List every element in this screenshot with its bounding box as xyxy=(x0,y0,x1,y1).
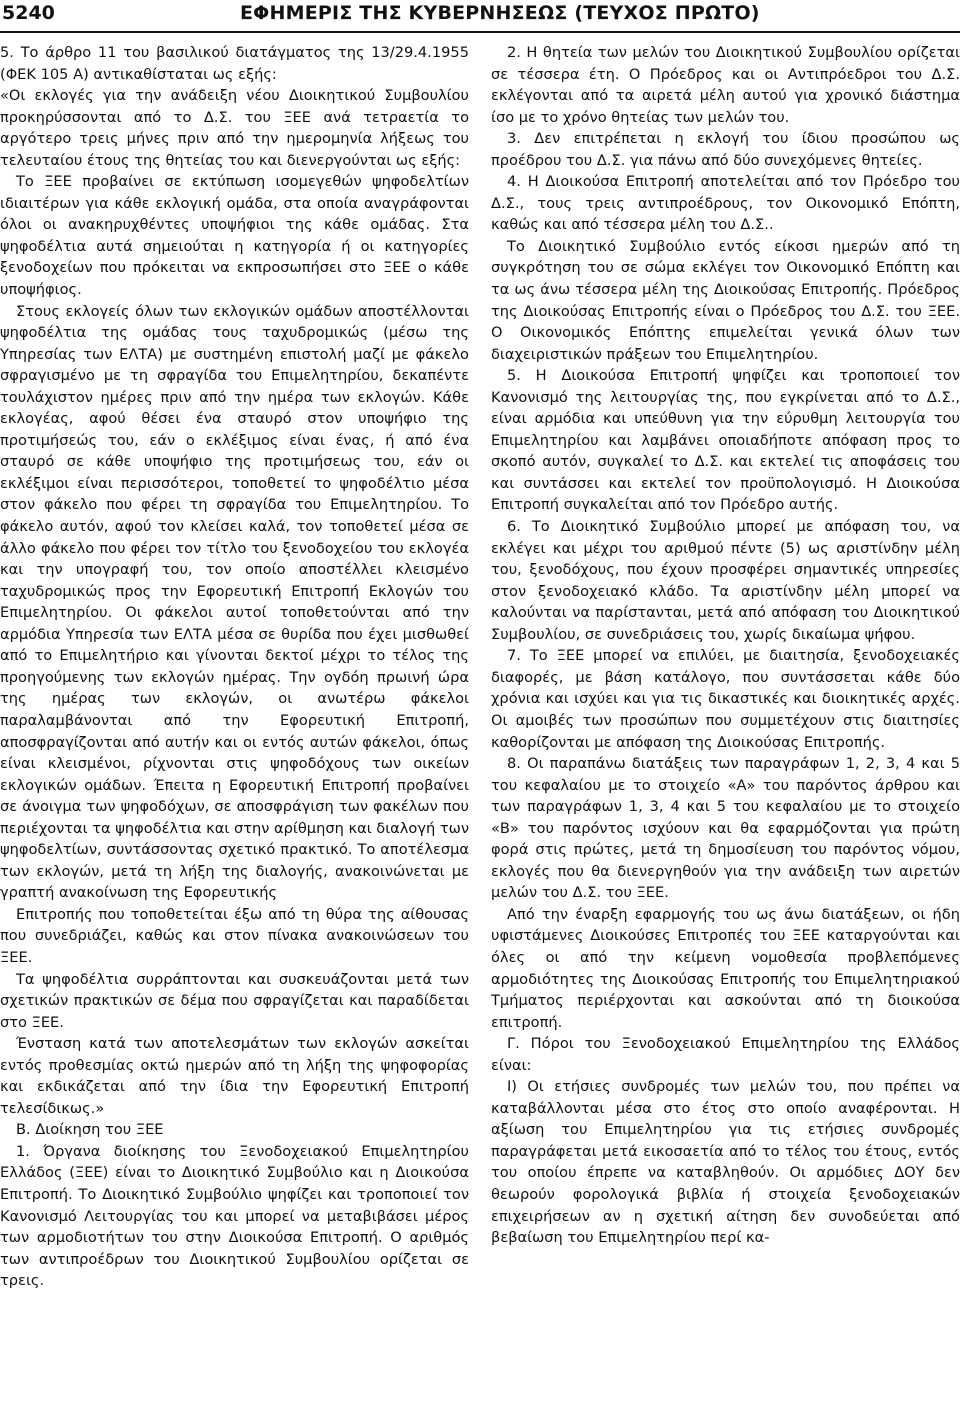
paragraph: 1. Όργανα διοίκησης του Ξενοδοχειακού Επιμελητηρίου Ελλάδος (ΞΕΕ) είναι το Διοικητικό Συμβούλιο και η Διοικούσα Επιτροπή. Το Διοικητικό Συμβούλιο ψηφίζει και τροποποιεί τον Κανονισμό Λειτουργίας του και μπορεί να μεταβιβάσει μέρος των αρμοδιοτήτων του στην Διοικούσα Επιτροπή. Ο αριθμός των αντιπροέδρων του Διοικητικού Συμβουλίου ορίζεται σε τρεις. xyxy=(0,1142,469,1290)
section-heading: Β. Διοίκηση του ΞΕΕ xyxy=(16,1121,164,1139)
left-column xyxy=(0,42,469,1422)
paragraph: Το ΞΕΕ προβαίνει σε εκτύπωση ισομεγεθών ψηφοδελτίων ιδιαιτέρων για κάθε εκλογική ομάδα, στα οποία αναγράφονται όλοι οι ανακηρυχθέντες υποψήφιοι της κάθε ομάδας. Στα ψηφοδέλτια αυτά σημειούται η κατηγορία ή οι κατηγορίες ξενοδοχείων που πρόκειται να εκπροσωπήσει στο ΞΕΕ ο κάθε υποψήφιος. xyxy=(0,173,469,299)
paragraph: 6. Το Διοικητικό Συμβούλιο μπορεί με απόφαση του, να εκλέγει και μέχρι του αριθμού πέντε (5) ως αριστίνδην μέλη του, ξενοδόχους, που έχουν προσφέρει σημαντικές υπηρεσίες στον ξενοδοχειακό κλάδο. Τα αριστίνδην μέλη μπορεί να καλούνται να παρίστανται, μετά από απόφαση του Διοικητικού Συμβουλίου, σε συνεδριάσεις του, χωρίς δικαίωμα ψήφου. xyxy=(491,518,960,643)
paragraph: 2. Η θητεία των μελών του Διοικητικού Συμβουλίου ορίζεται σε τέσσερα έτη. Ο Πρόεδρος και οι Αντιπρόεδροι του Δ.Σ. εκλέγονται από τα αιρετά μέλη αυτού για χρονικό διάστημα ίσο με το χρόνο θητείας των μελών του. xyxy=(491,44,960,126)
paragraph: 4. Η Διοικούσα Επιτροπή αποτελείται από τον Πρόεδρο του Δ.Σ., τους τρεις αντιπροέδρους, τον Οικονομικό Επόπτη, καθώς και από τέσσερα μέλη του Δ.Σ.. xyxy=(491,173,960,234)
right-column xyxy=(491,42,960,1422)
paragraph: Ι) Οι ετήσιες συνδρομές των μελών του, που πρέπει να καταβάλλονται μέσα στο έτος στο οποίο αναφέρονται. Η αξίωση του Επιμελητηρίου για τις ετήσιες συνδρομές παραγράφεται μετά εικοσαετία από το τέλος του έτους, εντός του οποίου έπρεπε να καταβληθούν. Οι αρμόδιες ΔΟΥ δεν θεωρούν φορολογικά βιβλία ή στοιχεία ξενοδοχειακών επιχειρήσεων αν η σχετική αίτηση δεν συνοδεύεται από βεβαίωση του Επιμελητηρίου περί κα- xyxy=(491,1078,960,1247)
paragraph: Επιτροπής που τοποθετείται έξω από τη θύρα της αίθουσας που συνεδριάζει, καθώς και στον πίνακα ανακοινώσεων του ΞΕΕ. xyxy=(0,905,469,966)
paragraph: Από την έναρξη εφαρμογής του ως άνω διατάξεων, οι ήδη υφιστάμενες Διοικούσες Επιτροπές του ΞΕΕ καταργούνται και όλες οι από την κείμενη νομοθεσία προβλεπόμενες αρμοδιότητες της Διοικούσας Επιτροπής του Επιμελητηριακού Τμήματος περιέρχονται και ασκούνται από τη διοικούσα επιτροπή. xyxy=(491,905,960,1031)
header-rule xyxy=(0,31,960,33)
paragraph: 5. Η Διοικούσα Επιτροπή ψηφίζει και τροποποιεί τον Κανονισμό της λειτουργίας της, που εγκρίνεται από το Δ.Σ., είναι αρμόδια και υπεύθυνη για την εύρυθμη λειτουργία του Επιμελητηρίου και λαμβάνει οποιαδήποτε απόφαση προς το σκοπό αυτόν, συγκαλεί το Δ.Σ. και εκτελεί τις αποφάσεις του και συντάσσει και εκτελεί τον προϋπολογισμό. Η Διοικούσα Επιτροπή συγκαλείται από τον Πρόεδρο αυτής. xyxy=(491,367,960,514)
paragraph: 7. Το ΞΕΕ μπορεί να επιλύει, με διαιτησία, ξενοδοχειακές διαφορές, με βάση κατάλογο, που συντάσσεται κάθε δύο χρόνια και ισχύει και για τις δικαστικές και διοικητικές αρχές. Οι αμοιβές των προσώπων που συμμετέχουν στις διαιτησίες καθορίζονται με απόφαση της Διοικούσας Επιτροπής. xyxy=(491,647,960,751)
page-header xyxy=(0,0,960,30)
paragraph: Στους εκλογείς όλων των εκλογικών ομάδων αποστέλλονται ψηφοδέλτια της ομάδας τους ταχυδρομικώς (μέσω της Υπηρεσίας των ΕΛΤΑ) με συστημένη επιστολή μαζί με φάκελο σφραγισμένο με τη σφραγίδα του Επιμελητηρίου, δεκαπέντε τουλάχιστον ημέρες πριν από την ημέρα των εκλογών. Κάθε εκλογέας, αφού θέσει ένα σταυρό στον υποψήφιο της προτιμήσεώς του, εάν ο εκλέξιμος είναι ένας, ή από ένα σταυρό σε κάθε υποψήφιο της προτιμήσεως του, εάν οι εκλέξιμοι είναι περισσότεροι, τοποθετεί το ψηφοδέλτιο μέσα στον φάκελο που φέρει τη σφραγίδα του Επιμελητηρίου. Το φάκελο αυτόν, αφού τον κλείσει καλά, τον τοποθετεί μέσα σε άλλο φάκελο που φέρει τον τίτλο του ξενοδοχείου του εκλογέα και την υπογραφή του, τον οποίο αποστέλλει κλεισμένο ταχυδρομικώς προς την Εφορευτική Επιτροπή Εκλογών του Επιμελητηρίου. Οι φάκελοι αυτοί τοποθετούνται από την αρμόδια Υπηρεσία των ΕΛΤΑ μέσα σε θυρίδα που έχει μισθωθεί από το Επιμελητήριο και γίνονται δεκτοί μέχρι το τέλος της προηγούμενης των εκλογών ημέρας. Την ογδόη πρωινή ώρα της ημέρας των εκλογών, οι ανωτέρω φάκελοι παραλαμβάνονται από την Εφορευτική Επιτροπή, αποσφραγίζονται από αυτήν και οι εντός αυτών φάκελοι, όπως είναι κλεισμένοι, ρίχνονται στις ψηφοδόχους των οικείων εκλογικών ομάδων. Έπειτα η Εφορευτική Επιτροπή προβαίνει σε άνοιγμα των ψηφοδόχων, σε αποσφράγιση των φακέλων που περιέχονται τα ψηφοδέλτια και στην αρίθμηση και διαλογή των ψηφοδελτίων, συντάσσοντας σχετικό πρακτικό. Το αποτέλεσμα των εκλογών, μετά τη λήξη της διαλογής, ανακοινώνεται με γραπτή ανακοίνωση της Εφορευτικής xyxy=(0,302,469,902)
paragraph: Τα ψηφοδέλτια συρράπτονται και συσκευάζονται μετά των σχετικών πρακτικών σε δέμα που σφραγίζεται και παραδίδεται στο ΞΕΕ. xyxy=(0,970,469,1031)
page-number: 5240 xyxy=(2,2,55,24)
paragraph: Το Διοικητικό Συμβούλιο εντός είκοσι ημερών από τη συγκρότηση του σε σώμα εκλέγει τον Οικονομικό Επόπτη και τα ως άνω τέσσερα μέλη της Διοικούσας Επιτροπής. Πρόεδρος της Διοικούσας Επιτροπής είναι ο Πρόεδρος του Δ.Σ. του ΞΕΕ. Ο Οικονομικός Επόπτης επιμελείται γενικά όλων των διαχειριστικών πράξεων του Επιμελητηρίου. xyxy=(491,237,960,363)
paragraph: «Οι εκλογές για την ανάδειξη νέου Διοικητικού Συμβουλίου προκηρύσσονται από το Δ.Σ. του ΞΕΕ ανά τετραετία το αργότερο τρεις μήνες πριν από την ημερομηνία λήξεως του τελευταίου έτους της θητείας του και διενεργούνται ως εξής: xyxy=(0,87,469,169)
running-title: ΕΦΗΜΕΡΙΣ ΤΗΣ ΚΥΒΕΡΝΗΣΕΩΣ (ΤΕΥΧΟΣ ΠΡΩΤΟ) xyxy=(240,2,760,24)
paragraph: 3. Δεν επιτρέπεται η εκλογή του ίδιου προσώπου ως προέδρου του Δ.Σ. για πάνω από δύο συνεχόμενες θητείες. xyxy=(491,130,960,169)
paragraph: Ένσταση κατά των αποτελεσμάτων των εκλογών ασκείται εντός προθεσμίας οκτώ ημερών από τη λήξη της ψηφοφορίας και εκδικάζεται από την ίδια την Εφορευτική Επιτροπή τελεσίδικως.» xyxy=(0,1035,469,1117)
paragraph: 8. Οι παραπάνω διατάξεις των παραγράφων 1, 2, 3, 4 και 5 του κεφαλαίου με το στοιχείο «Α» του παρόντος άρθρου και των παραγράφων 1, 3, 4 και 5 του κεφαλαίου με το στοιχείο «Β» του παρόντος ισχύουν και θα εφαρμόζονται για πρώτη φορά στις πρώτες, μετά τη δημοσίευση του παρόντος νόμου, εκλογές που θα διενεργηθούν για την ανάδειξη των αιρετών μελών του Δ.Σ. του ΞΕΕ. xyxy=(491,755,960,902)
section-heading: Γ. Πόροι του Ξενοδοχειακού Επιμελητηρίου της Ελλάδος είναι: xyxy=(491,1035,960,1074)
paragraph: 5. Το άρθρο 11 του βασιλικού διατάγματος της 13/29.4.1955 (ΦΕΚ 105 Α) αντικαθίσταται ως εξής: xyxy=(0,44,469,83)
